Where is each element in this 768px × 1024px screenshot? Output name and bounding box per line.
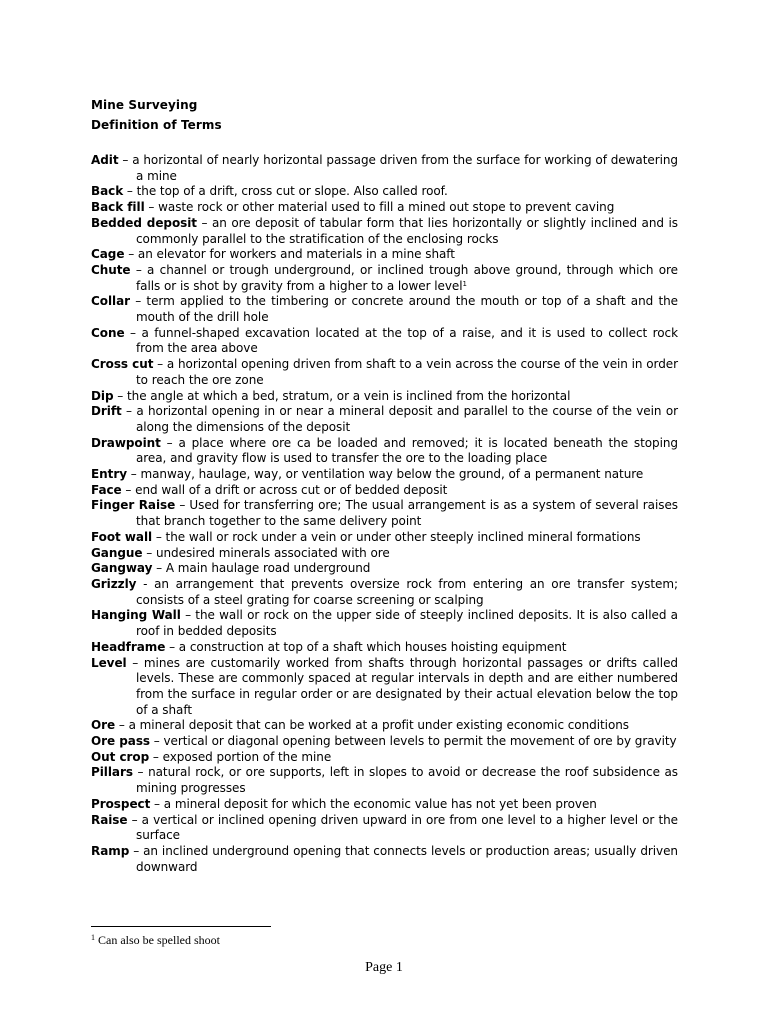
term-definition: – a funnel-shaped excavation located at the top of a raise, and it is used to collect rock from the area above — [124, 325, 678, 356]
term-name: Face — [91, 482, 122, 497]
term-entry — [91, 404, 678, 435]
footnote-text: Can also be spelled shoot — [95, 933, 220, 947]
term-entry — [91, 640, 678, 656]
term-entry — [91, 153, 678, 184]
term-definition: – the wall or rock under a vein or under other steeply inclined mineral formations — [152, 529, 641, 544]
term-definition: – end wall of a drift or across cut or of bedded deposit — [121, 482, 448, 497]
term-entry — [91, 436, 678, 467]
term-entry — [91, 326, 678, 357]
term-entry — [91, 765, 678, 796]
term-entry — [91, 200, 678, 216]
term-name: Finger Raise — [91, 498, 176, 513]
term-definition: – A main haulage road underground — [152, 561, 371, 576]
term-entry — [91, 797, 678, 813]
term-name: Ramp — [91, 843, 130, 858]
term-definition: – a vertical or inclined opening driven upward in ore from one level to a higher level or the surface — [127, 812, 678, 843]
term-definition: – mines are customarily worked from shafts through horizontal passages or drifts called levels. These are commonly spaced at regular intervals in depth and are either numbered from the surface in regular order or are designated by their actual elevation below the top of a shaft — [126, 655, 678, 717]
term-name: Foot wall — [91, 529, 153, 544]
term-name: Cone — [91, 325, 125, 340]
term-name: Entry — [91, 467, 127, 482]
term-list — [91, 153, 678, 875]
term-definition: – undesired minerals associated with ore — [142, 545, 390, 560]
term-name: Grizzly — [91, 576, 137, 591]
term-definition: – the top of a drift, cross cut or slope. Also called roof. — [123, 184, 448, 199]
term-name: Out crop — [91, 749, 150, 764]
footnote-separator — [91, 926, 271, 927]
term-name: Bedded deposit — [91, 215, 197, 230]
term-name: Cage — [91, 247, 125, 262]
document-subtitle: Definition of Terms — [91, 118, 222, 132]
term-definition: – a construction at top of a shaft which houses hoisting equipment — [165, 639, 567, 654]
term-name: Back — [91, 184, 124, 199]
term-definition: – Used for transferring ore; The usual arrangement is as a system of several raises that branch together to the same delivery point — [136, 498, 678, 529]
term-name: Back fill — [91, 200, 145, 215]
term-definition: – vertical or diagonal opening between levels to permit the movement of ore by gravity — [150, 734, 677, 749]
term-entry — [91, 718, 678, 734]
term-name: Drift — [91, 404, 122, 419]
term-definition: – an ore deposit of tabular form that lies horizontally or slightly inclined and is commonly parallel to the stratification of the enclosing rocks — [136, 215, 679, 246]
term-entry — [91, 561, 678, 577]
term-definition: – natural rock, or ore supports, left in slopes to avoid or decrease the roof subsidence as mining progresses — [132, 765, 678, 796]
term-name: Headframe — [91, 639, 166, 654]
term-definition: – an inclined underground opening that connects levels or production areas; usually driven downward — [129, 843, 678, 874]
term-entry — [91, 608, 678, 639]
term-name: Dip — [91, 388, 114, 403]
term-definition: – waste rock or other material used to fill a mined out stope to prevent caving — [144, 200, 615, 215]
term-entry — [91, 498, 678, 529]
term-name: Drawpoint — [91, 435, 161, 450]
term-entry — [91, 656, 678, 719]
page-number: Page 1 — [365, 960, 403, 975]
term-name: Level — [91, 655, 127, 670]
term-entry — [91, 389, 678, 405]
term-definition: – term applied to the timbering or concrete around the mouth or top of a shaft and the mouth of the drill hole — [130, 294, 678, 325]
term-definition: – manway, haulage, way, or ventilation way below the ground, of a permanent nature — [126, 467, 644, 482]
term-name: Adit — [91, 153, 119, 167]
term-name: Hanging Wall — [91, 608, 181, 623]
term-definition: – the wall or rock on the upper side of steeply inclined deposits. It is also called a roof in bedded deposits — [136, 608, 678, 639]
term-entry — [91, 813, 678, 844]
term-entry — [91, 844, 678, 875]
term-definition: – an elevator for workers and materials in a mine shaft — [124, 247, 455, 262]
term-definition: – the angle at which a bed, stratum, or a vein is inclined from the horizontal — [113, 388, 571, 403]
term-definition: – exposed portion of the mine — [149, 749, 332, 764]
document-title: Mine Surveying — [91, 98, 198, 112]
term-name: Cross cut — [91, 357, 154, 372]
footnote — [91, 933, 220, 947]
term-name: Ore pass — [91, 734, 151, 749]
term-name: Ore — [91, 718, 116, 733]
term-entry — [91, 467, 678, 483]
term-entry — [91, 184, 678, 200]
term-name: Chute — [91, 262, 131, 277]
term-name: Gangway — [91, 561, 153, 576]
term-entry — [91, 530, 678, 546]
term-definition: – a place where ore ca be loaded and removed; it is located beneath the stoping area, and gravity flow is used to transfer the ore to the loading place — [136, 435, 678, 466]
term-name: Pillars — [91, 765, 133, 780]
term-definition: – a mineral deposit for which the economic value has not yet been proven — [150, 796, 597, 811]
term-definition: – a channel or trough underground, or inclined trough above ground, through which ore falls or is shot by gravity from a higher to a lower level — [130, 262, 678, 293]
term-entry — [91, 546, 678, 562]
term-entry — [91, 750, 678, 766]
term-entry — [91, 734, 678, 750]
term-definition: – a horizontal opening in or near a mineral deposit and parallel to the course of the vein or along the dimensions of the deposit — [121, 404, 678, 434]
footnote-marker: 1 — [91, 933, 95, 942]
term-name: Raise — [91, 812, 128, 827]
term-entry — [91, 483, 678, 499]
term-name: Prospect — [91, 796, 151, 811]
term-definition: – a horizontal opening driven from shaft to a vein across the course of the vein in order to reach the ore zone — [136, 357, 679, 387]
term-entry — [91, 247, 678, 263]
term-definition: – a mineral deposit that can be worked at a profit under existing economic conditions — [115, 718, 629, 733]
footnote-reference: 1 — [462, 279, 467, 288]
term-entry — [91, 294, 678, 325]
term-definition: – a horizontal of nearly horizontal passage driven from the surface for working of dewatering a mine — [118, 153, 678, 183]
term-name: Collar — [91, 294, 130, 309]
term-entry — [91, 216, 678, 247]
term-name: Gangue — [91, 545, 143, 560]
term-entry — [91, 263, 678, 294]
term-entry — [91, 357, 678, 388]
term-entry — [91, 577, 678, 608]
term-definition: - an arrangement that prevents oversize rock from entering an ore transfer system; consists of a steel grating for coarse screening or scalping — [136, 576, 678, 607]
